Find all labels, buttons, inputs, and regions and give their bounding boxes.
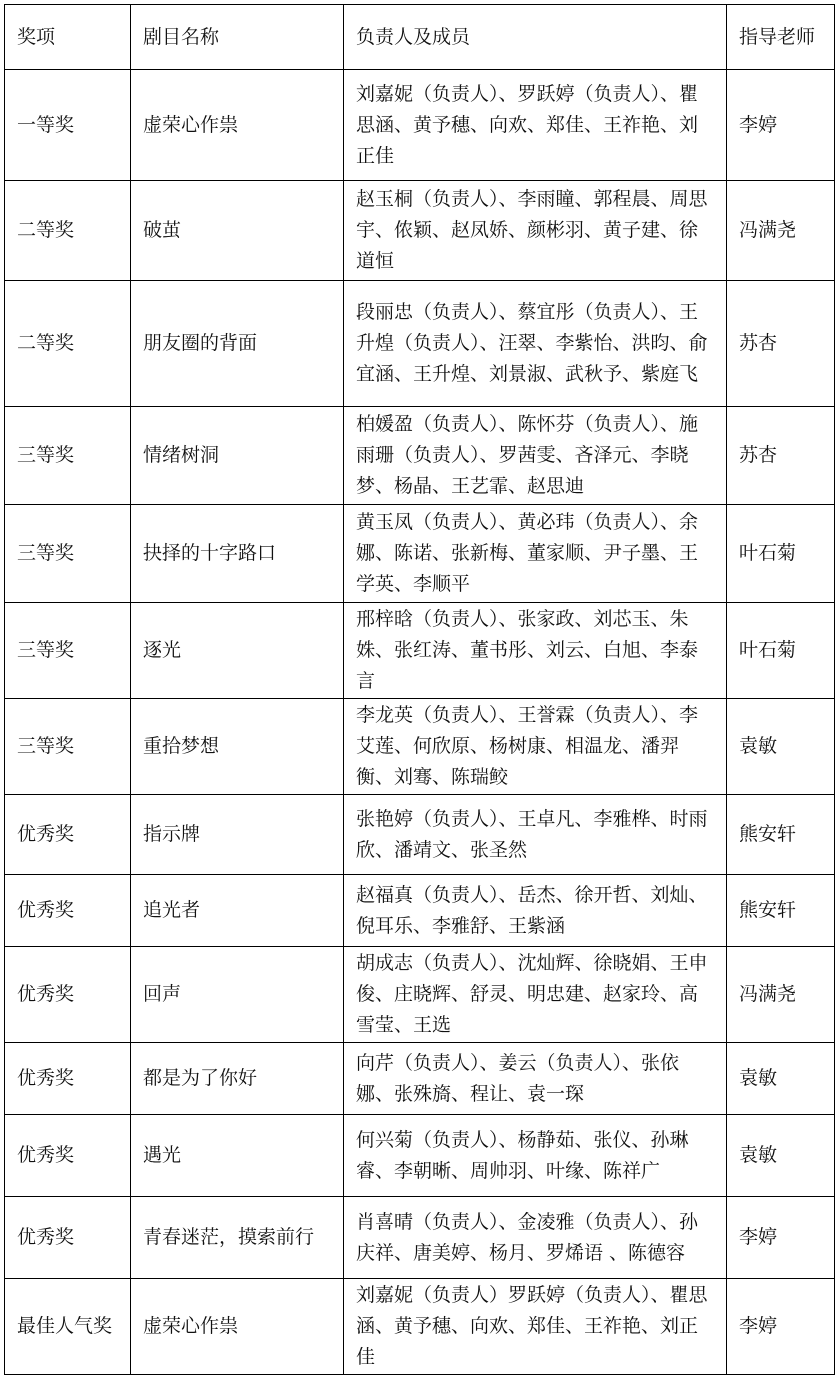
play-name-cell: 虚荣心作祟 (131, 70, 344, 181)
table-row (5, 1279, 835, 1375)
teacher-cell: 李婷 (727, 70, 835, 181)
award-cell: 优秀奖 (5, 1043, 131, 1115)
table-row (5, 181, 835, 281)
award-cell: 优秀奖 (5, 1115, 131, 1197)
award-cell: 二等奖 (5, 181, 131, 281)
header-members: 负责人及成员 (344, 5, 727, 70)
teacher-cell: 李婷 (727, 1197, 835, 1279)
teacher-cell: 李婷 (727, 1279, 835, 1375)
play-name-cell: 抉择的十字路口 (131, 505, 344, 603)
table-row (5, 947, 835, 1043)
play-name-cell: 情绪树洞 (131, 407, 344, 505)
teacher-cell: 袁敏 (727, 1115, 835, 1197)
table-row (5, 603, 835, 699)
members-cell: 赵玉桐（负责人）、李雨瞳、郭程晨、周思宇、侬颖、赵凤娇、颜彬羽、黄子建、徐道恒 (344, 181, 727, 281)
play-name-cell: 青春迷茫，摸索前行 (131, 1197, 344, 1279)
members-cell: 胡成志（负责人）、沈灿辉、徐晓娟、王申俊、庄晓辉、舒灵、明忠建、赵家玲、高雪莹、王选 (344, 947, 727, 1043)
members-cell: 肖喜晴（负责人）、金凌雅（负责人）、孙庆祥、唐美婷、杨月、罗烯语 、陈德容 (344, 1197, 727, 1279)
members-cell: 何兴菊（负责人）、杨静茹、张仪、孙琳睿、李朝晰、周帅羽、叶缘、陈祥广 (344, 1115, 727, 1197)
award-cell: 二等奖 (5, 281, 131, 407)
members-cell: 邢梓晗（负责人）、张家政、刘芯玉、朱姝、张红涛、董书彤、刘云、白旭、李泰言 (344, 603, 727, 699)
table-row (5, 281, 835, 407)
award-cell: 优秀奖 (5, 947, 131, 1043)
play-name-cell: 破茧 (131, 181, 344, 281)
play-name-cell: 都是为了你好 (131, 1043, 344, 1115)
table-row (5, 505, 835, 603)
teacher-cell: 叶石菊 (727, 505, 835, 603)
award-cell: 优秀奖 (5, 1197, 131, 1279)
teacher-cell: 叶石菊 (727, 603, 835, 699)
members-cell: 刘嘉妮（负责人）罗跃婷（负责人）、瞿思涵、黄予穗、向欢、郑佳、王祚艳、刘正佳 (344, 1279, 727, 1375)
play-name-cell: 回声 (131, 947, 344, 1043)
table-row (5, 1115, 835, 1197)
teacher-cell: 苏杏 (727, 407, 835, 505)
teacher-cell: 袁敏 (727, 1043, 835, 1115)
teacher-cell: 冯满尧 (727, 947, 835, 1043)
table-row (5, 699, 835, 795)
members-cell: 刘嘉妮（负责人）、罗跃婷（负责人）、瞿思涵、黄予穗、向欢、郑佳、王祚艳、刘正佳 (344, 70, 727, 181)
members-cell: 柏媛盈（负责人）、陈怀芬（负责人）、施雨珊（负责人）、罗茜雯、吝泽元、李晓梦、杨晶、王艺霏、赵思迪 (344, 407, 727, 505)
members-cell: 李龙英（负责人）、王誉霖（负责人）、李艾莲、何欣原、杨树康、相温龙、潘羿衡、刘骞、陈瑞鲛 (344, 699, 727, 795)
table-row (5, 1043, 835, 1115)
table-body (5, 70, 835, 1375)
award-cell: 三等奖 (5, 603, 131, 699)
play-name-cell: 朋友圈的背面 (131, 281, 344, 407)
play-name-cell: 重拾梦想 (131, 699, 344, 795)
award-cell: 三等奖 (5, 699, 131, 795)
teacher-cell: 袁敏 (727, 699, 835, 795)
table-header (5, 5, 835, 70)
members-cell: 段丽忠（负责人）、蔡宜彤（负责人）、王升煌（负责人）、汪翠、李紫怡、洪昀、俞宜涵、王升煌、刘景淑、武秋予、紫庭飞 (344, 281, 727, 407)
members-cell: 张艳婷（负责人）、王卓凡、李雅桦、时雨欣、潘靖文、张圣然 (344, 795, 727, 875)
table-row (5, 407, 835, 505)
award-cell: 最佳人气奖 (5, 1279, 131, 1375)
teacher-cell: 熊安轩 (727, 875, 835, 947)
awards-table (4, 4, 835, 1375)
award-cell: 一等奖 (5, 70, 131, 181)
teacher-cell: 熊安轩 (727, 795, 835, 875)
header-teacher: 指导老师 (727, 5, 835, 70)
play-name-cell: 逐光 (131, 603, 344, 699)
award-cell: 三等奖 (5, 505, 131, 603)
teacher-cell: 冯满尧 (727, 181, 835, 281)
header-award: 奖项 (5, 5, 131, 70)
table-row (5, 70, 835, 181)
play-name-cell: 遇光 (131, 1115, 344, 1197)
members-cell: 黄玉凤（负责人）、黄必玮（负责人）、余娜、陈诺、张新梅、董家顺、尹子墨、王学英、李顺平 (344, 505, 727, 603)
award-cell: 优秀奖 (5, 795, 131, 875)
members-cell: 向芹（负责人）、姜云（负责人）、张依娜、张殊旖、程让、袁一琛 (344, 1043, 727, 1115)
header-play-name: 剧目名称 (131, 5, 344, 70)
play-name-cell: 虚荣心作祟 (131, 1279, 344, 1375)
teacher-cell: 苏杏 (727, 281, 835, 407)
table-row (5, 875, 835, 947)
play-name-cell: 指示牌 (131, 795, 344, 875)
play-name-cell: 追光者 (131, 875, 344, 947)
award-cell: 优秀奖 (5, 875, 131, 947)
header-row (5, 5, 835, 70)
table-row (5, 795, 835, 875)
members-cell: 赵福真（负责人）、岳杰、徐开哲、刘灿、倪耳乐、李雅舒、王紫涵 (344, 875, 727, 947)
table-row (5, 1197, 835, 1279)
award-cell: 三等奖 (5, 407, 131, 505)
